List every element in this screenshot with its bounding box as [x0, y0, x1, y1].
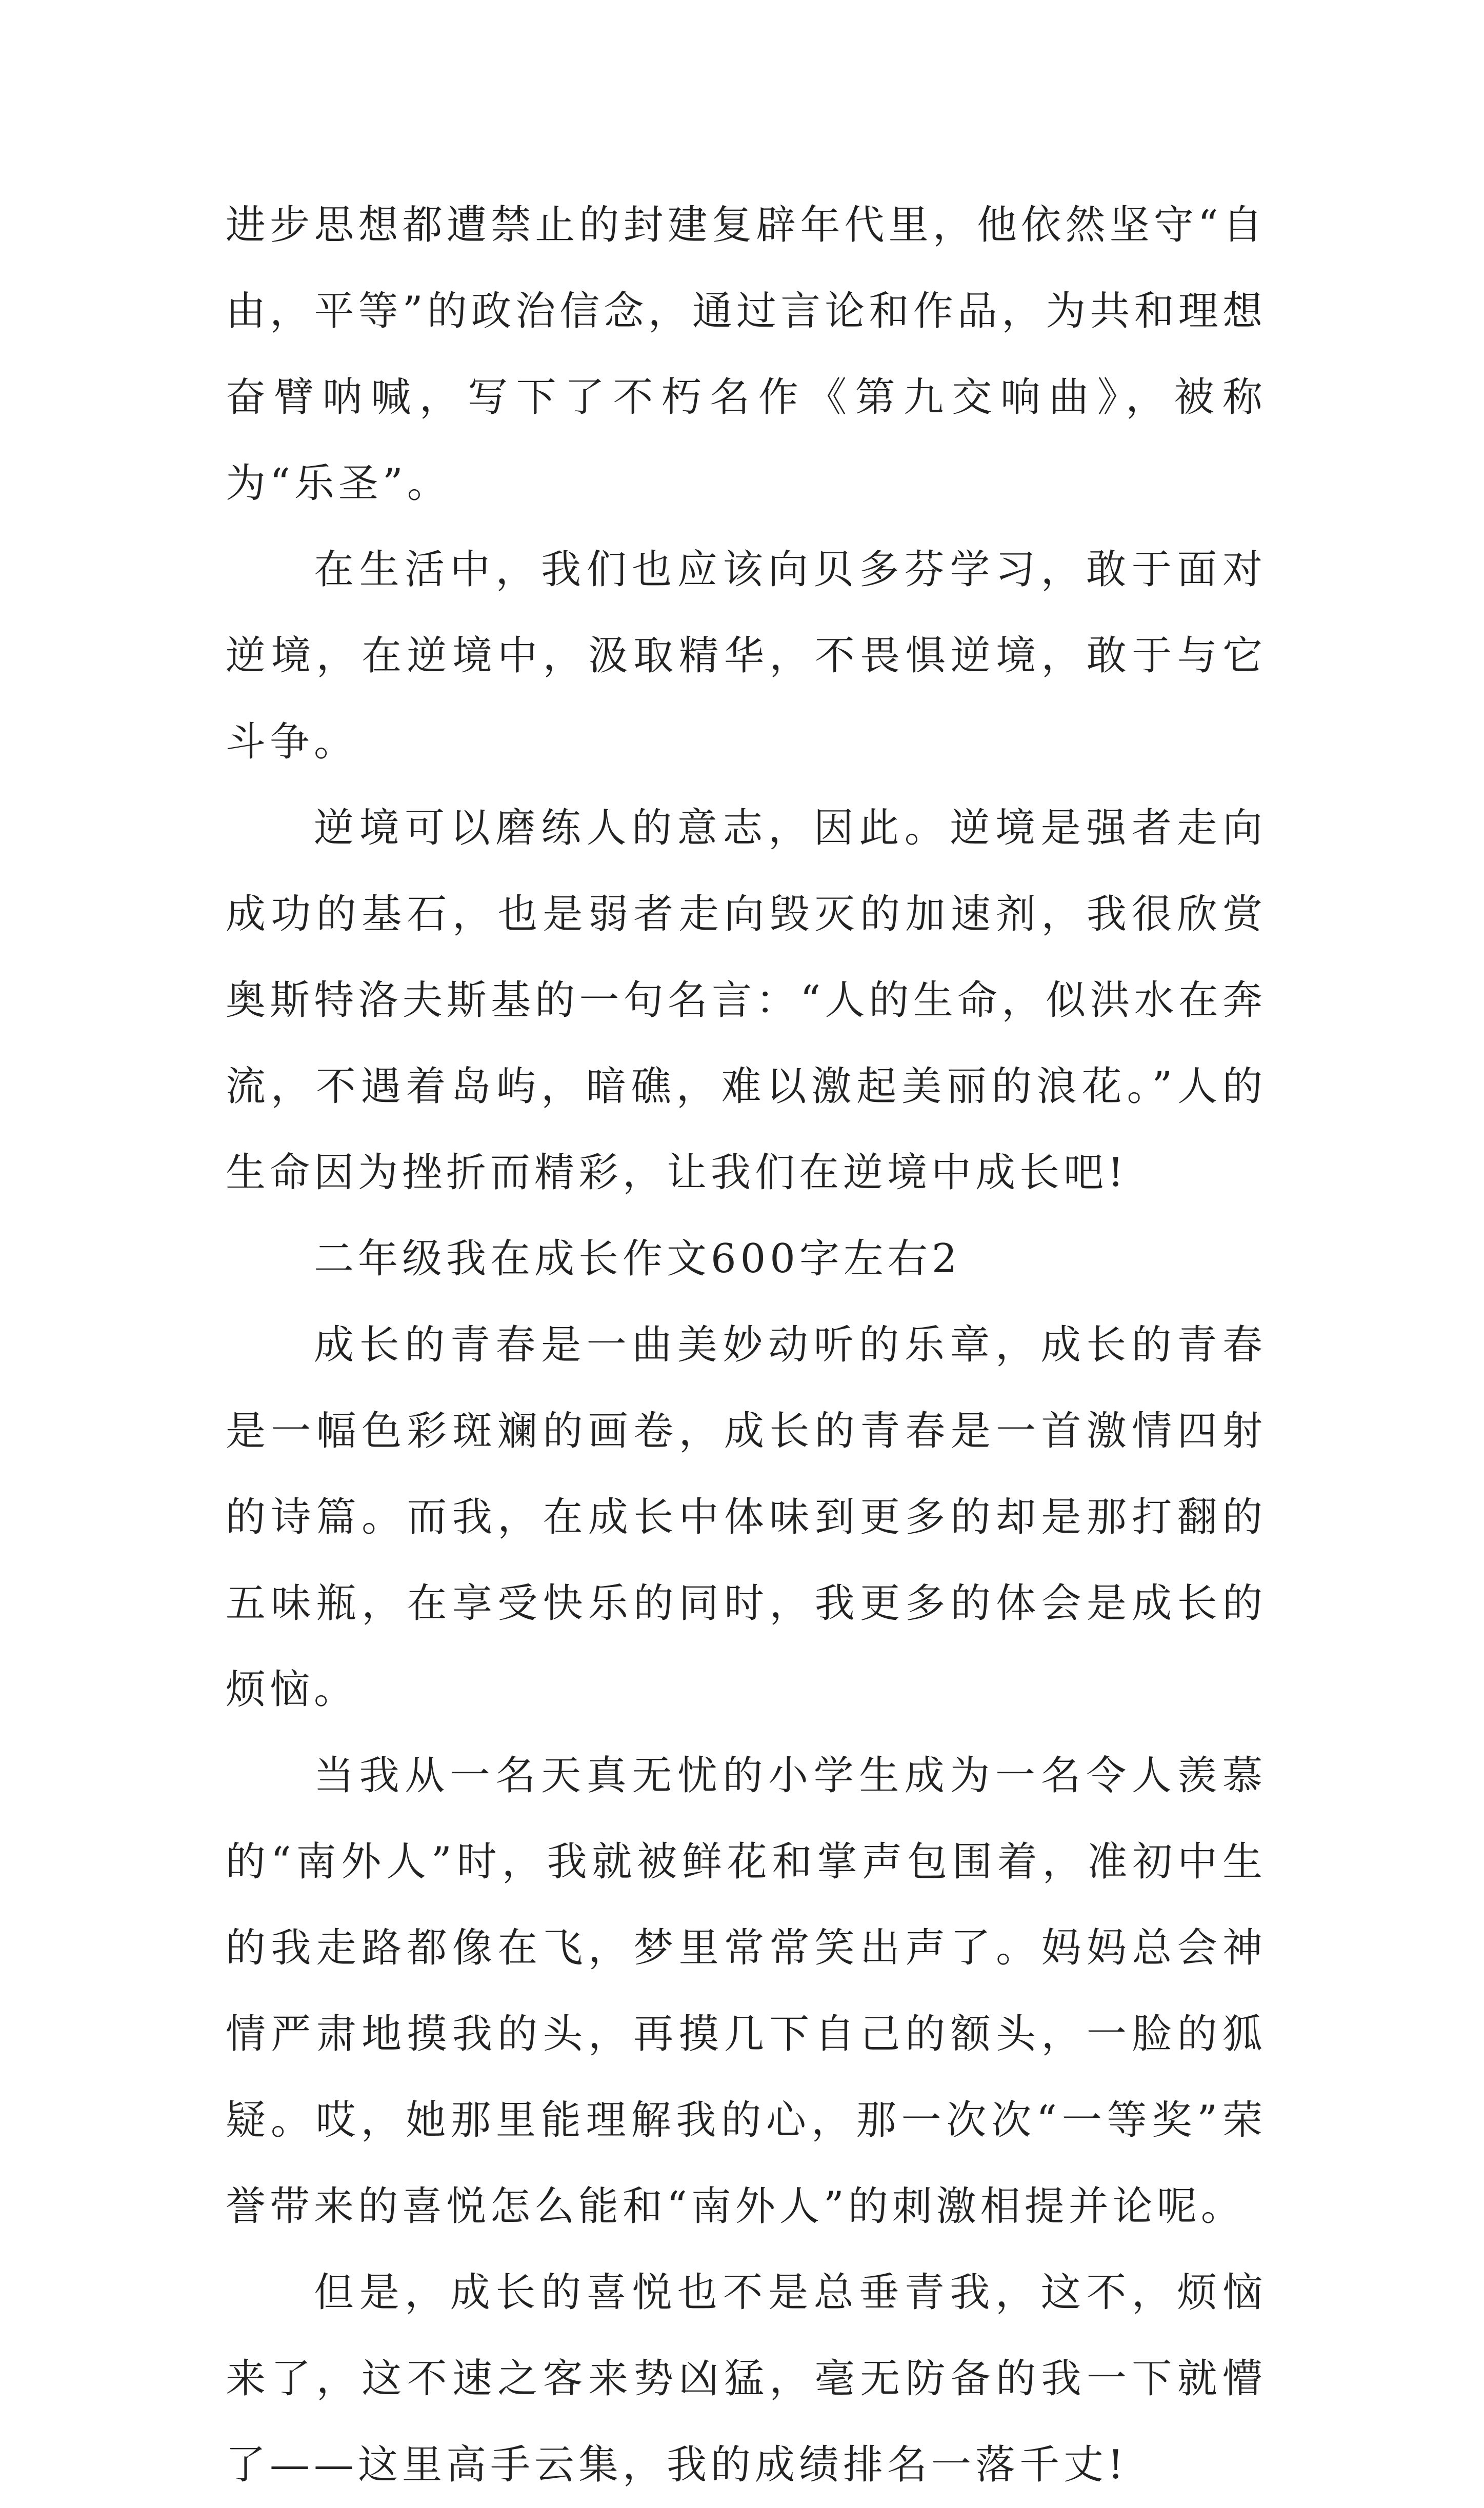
- paragraph-3: 逆境可以磨练人的意志，因此。逆境是强者走向成功的基石，也是弱者走向毁灭的加速剂，我很欣赏奥斯特洛夫斯基的一句名言：“人的生命，似洪水在奔流，不遇着岛屿，暗礁，难以激起美丽的浪花。”人的生命因为挫折而精彩，让我们在逆境中成长吧!: [226, 805, 1267, 1196]
- paragraph-2: 在生活中，我们也应该向贝多芬学习，敢于面对逆境，在逆境中，汲取精华，不畏惧逆境，敢于与它斗争。: [226, 547, 1267, 765]
- document-body: [226, 182, 1267, 2508]
- paragraph-1: 进步思想都遭禁止的封建复辟年代里，他依然坚守“自由，平等”的政治信念，通过言论和作品，为共和理想奋臂呐喊，写下了不朽名作《第九交响曲》，被称为“乐圣”。: [226, 202, 1267, 507]
- section-heading: 二年级我在成长作文600字左右2: [314, 1236, 961, 1282]
- paragraph-5: 当我从一名天真无忧的小学生成为一名令人羡慕的“南外人”时，我就被鲜花和掌声包围着，准初中生的我走路都像在飞，梦里常常笑出声了。妈妈总会神情严肃地摸我的头，再摸几下自己的额头，一脸的狐疑。哎，她那里能理解我的心，那一次次“一等奖”荣誉带来的喜悦怎么能和“南外人”的刺激相提并论呢。: [226, 1753, 1267, 2230]
- paragraph-6: 但是，成长的喜悦也不是总垂青我，这不，烦恼来了，这不速之客来势凶猛，毫无防备的我一下就懵了——这里高手云集，我的成绩排名一落千丈!: [226, 2270, 1267, 2488]
- paragraph-4: 成长的青春是一曲美妙动听的乐章，成长的青春是一幅色彩斑斓的画卷，成长的青春是一首激情四射的诗篇。而我，在成长中体味到更多的却是那打翻的五味瓶，在享受快乐的同时，我更多的体会是成长的烦恼。: [226, 1322, 1267, 1713]
